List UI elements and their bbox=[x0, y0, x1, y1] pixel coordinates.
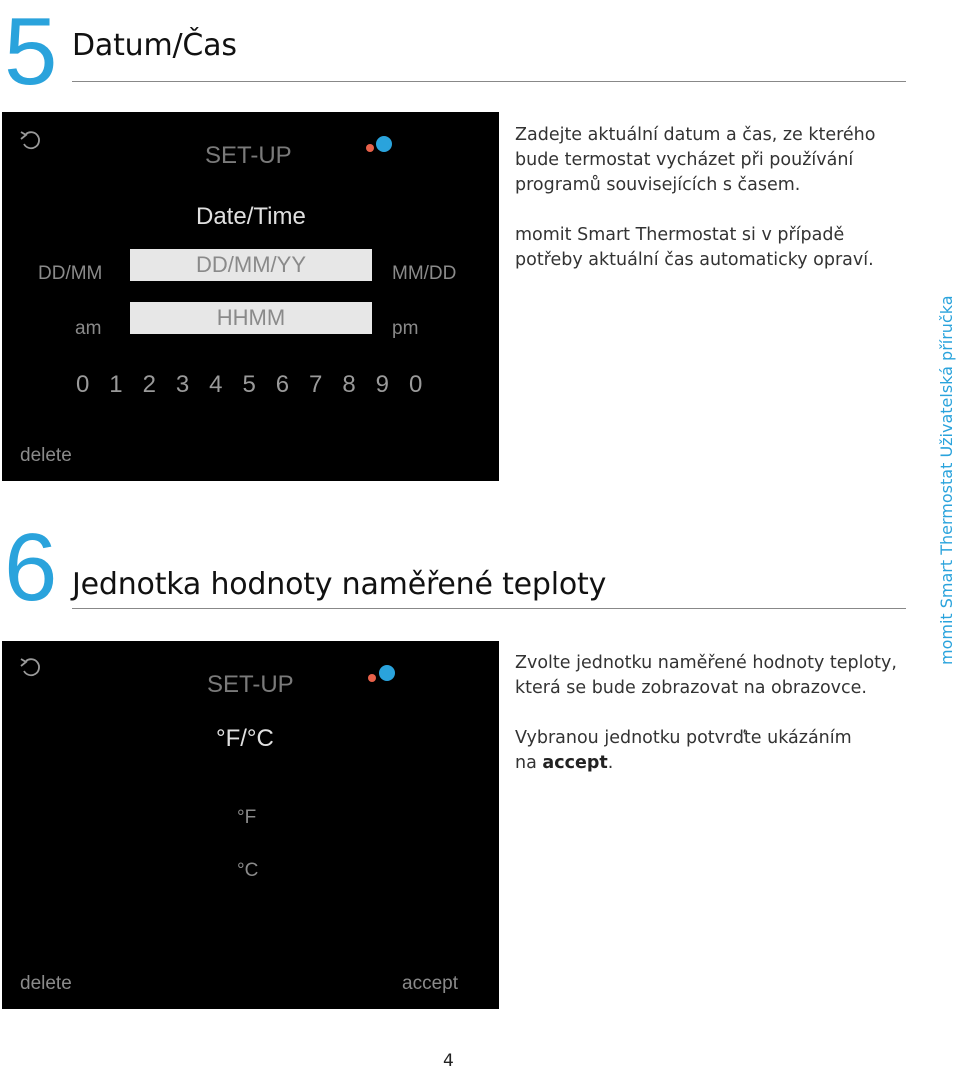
section-6-description-1: Zvolte jednotku naměřené hodnoty teploty, která se bude zobrazovat na obrazovce. bbox=[515, 653, 897, 698]
digit-key[interactable]: 2 bbox=[142, 371, 156, 398]
page-number: 4 bbox=[443, 1051, 454, 1070]
section-5-description-2: momit Smart Thermostat si v případě potřeby aktuální čas automaticky opraví. bbox=[515, 225, 874, 270]
format-dd-mm-button[interactable]: DD/MM bbox=[38, 263, 103, 284]
screen-title: Date/Time bbox=[196, 203, 306, 230]
delete-button[interactable]: delete bbox=[20, 973, 72, 994]
digit-keypad bbox=[66, 371, 432, 399]
undo-arrow-icon[interactable] bbox=[18, 127, 44, 153]
format-mm-dd-button[interactable]: MM/DD bbox=[392, 263, 457, 284]
section-6-number: 6 bbox=[4, 514, 58, 621]
digit-key[interactable]: 7 bbox=[309, 371, 323, 398]
side-manual-label: momit Smart Thermostat Uživatelská příručka bbox=[937, 295, 956, 665]
screen-title: °F/°C bbox=[216, 725, 274, 752]
accept-emphasis: accept bbox=[542, 753, 608, 773]
setup-label: SET-UP bbox=[207, 671, 294, 698]
status-dot-blue bbox=[376, 136, 392, 152]
section-5-description-1: Zadejte aktuální datum a čas, ze kterého bude termostat vycházet při používání programů souvisejících s časem. bbox=[515, 125, 876, 195]
status-dot-blue bbox=[379, 665, 395, 681]
delete-button[interactable]: delete bbox=[20, 445, 72, 466]
section-6-title: Jednotka hodnoty naměřené teploty bbox=[72, 567, 607, 602]
section-5-number: 5 bbox=[4, 0, 58, 105]
description-suffix: . bbox=[607, 753, 614, 773]
status-dot-red bbox=[366, 144, 374, 152]
fahrenheit-option[interactable]: °F bbox=[237, 807, 257, 828]
digit-key[interactable]: 1 bbox=[109, 371, 123, 398]
setup-label: SET-UP bbox=[205, 142, 292, 169]
digit-key[interactable]: 6 bbox=[275, 371, 290, 398]
digit-key[interactable]: 8 bbox=[342, 371, 356, 398]
time-field[interactable]: HHMM bbox=[130, 302, 372, 334]
section-6-divider bbox=[72, 608, 906, 609]
celsius-option[interactable]: °C bbox=[237, 860, 259, 881]
pm-button[interactable]: pm bbox=[392, 318, 419, 339]
undo-arrow-icon[interactable] bbox=[18, 654, 44, 680]
status-dot-red bbox=[368, 674, 376, 682]
accept-button[interactable]: accept bbox=[402, 973, 458, 994]
digit-key[interactable]: 4 bbox=[209, 371, 223, 398]
section-5-title: Datum/Čas bbox=[72, 28, 237, 63]
datetime-screen bbox=[2, 112, 499, 481]
digit-key[interactable]: 9 bbox=[375, 371, 389, 398]
digit-key[interactable]: 0 bbox=[75, 371, 90, 398]
digit-key[interactable]: 3 bbox=[175, 371, 190, 398]
am-button[interactable]: am bbox=[75, 318, 102, 339]
section-5-divider bbox=[72, 81, 906, 82]
digit-key[interactable]: 5 bbox=[242, 371, 256, 398]
description-text: Vybranou jednotku potvrďte ukázáním na bbox=[515, 728, 852, 773]
unit-screen bbox=[2, 641, 499, 1009]
digit-key[interactable]: 0 bbox=[408, 371, 423, 398]
date-field[interactable]: DD/MM/YY bbox=[130, 249, 372, 281]
section-6-description-2 bbox=[515, 726, 875, 776]
